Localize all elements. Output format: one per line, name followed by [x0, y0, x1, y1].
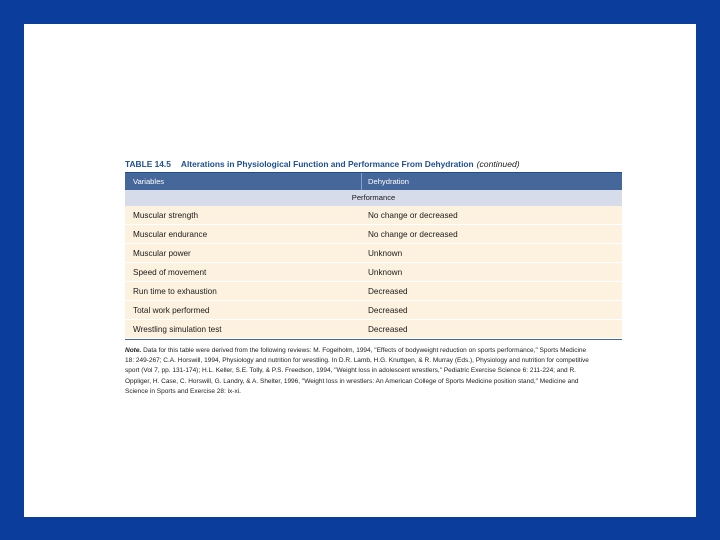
cell-variable: Muscular power: [133, 248, 191, 258]
table-row: [125, 320, 622, 339]
cell-dehydration: Decreased: [368, 286, 408, 296]
table-row: [125, 244, 622, 263]
table-caption: [125, 155, 622, 172]
table-number: TABLE 14.5: [125, 158, 171, 169]
table-row: [125, 206, 622, 225]
cell-variable: Total work performed: [133, 305, 210, 315]
slide: [24, 24, 696, 517]
table-row: [125, 263, 622, 282]
cell-dehydration: No change or decreased: [368, 210, 458, 220]
cell-variable: Run time to exhaustion: [133, 286, 217, 296]
cell-variable: Wrestling simulation test: [133, 324, 222, 334]
cell-dehydration: Decreased: [368, 324, 408, 334]
cell-dehydration: Decreased: [368, 305, 408, 315]
cell-variable: Muscular endurance: [133, 229, 208, 239]
table-bottom-rule: [125, 339, 622, 340]
table-title: Alterations in Physiological Function and Performance From Dehydration: [180, 158, 474, 169]
cell-variable: Speed of movement: [133, 267, 207, 277]
section-header-performance: Performance: [125, 190, 622, 206]
column-header-variables: Variables: [125, 173, 362, 190]
table-row: [125, 301, 622, 320]
column-header-dehydration: Dehydration: [368, 177, 409, 186]
cell-variable: Muscular strength: [133, 210, 199, 220]
continued-label: (continued): [476, 158, 520, 169]
table-block: [125, 155, 622, 397]
table-note: [125, 346, 622, 397]
cell-dehydration: Unknown: [368, 267, 403, 277]
note-text: Data for this table were derived from the following reviews: M. Fogelholm, 1994, "Effects of bodyweight reduction on sports performance," Sports Medicine 18: 249-267; C.A. Horswill, 1994, Physiology and nutrition for wrestling. In D.R. Lamb, H.G. Knuttgen, & R. Murray (Eds.), Physiology and nutrition for competitive sport (Vol 7, pp. 131-174); H.L. Keller, S.E. Tolly, & P.S. Freedson, 1994, "Weight loss in adolescent wrestlers," Pediatric Exercise Science 6: 211-224; and R. Oppliger, H. Case, C. Horswill, G. Landry, & A. Shelter, 1996, "Weight loss in wrestlers: An American College of Sports Medicine position stand," Medicine and Science in Sports and Exercise 28: ix-xi.: [125, 347, 589, 395]
note-label: Note.: [125, 347, 142, 354]
cell-dehydration: No change or decreased: [368, 229, 458, 239]
cell-dehydration: Unknown: [368, 248, 403, 258]
table-row: [125, 225, 622, 244]
table-row: [125, 282, 622, 301]
table-header: [125, 173, 622, 190]
